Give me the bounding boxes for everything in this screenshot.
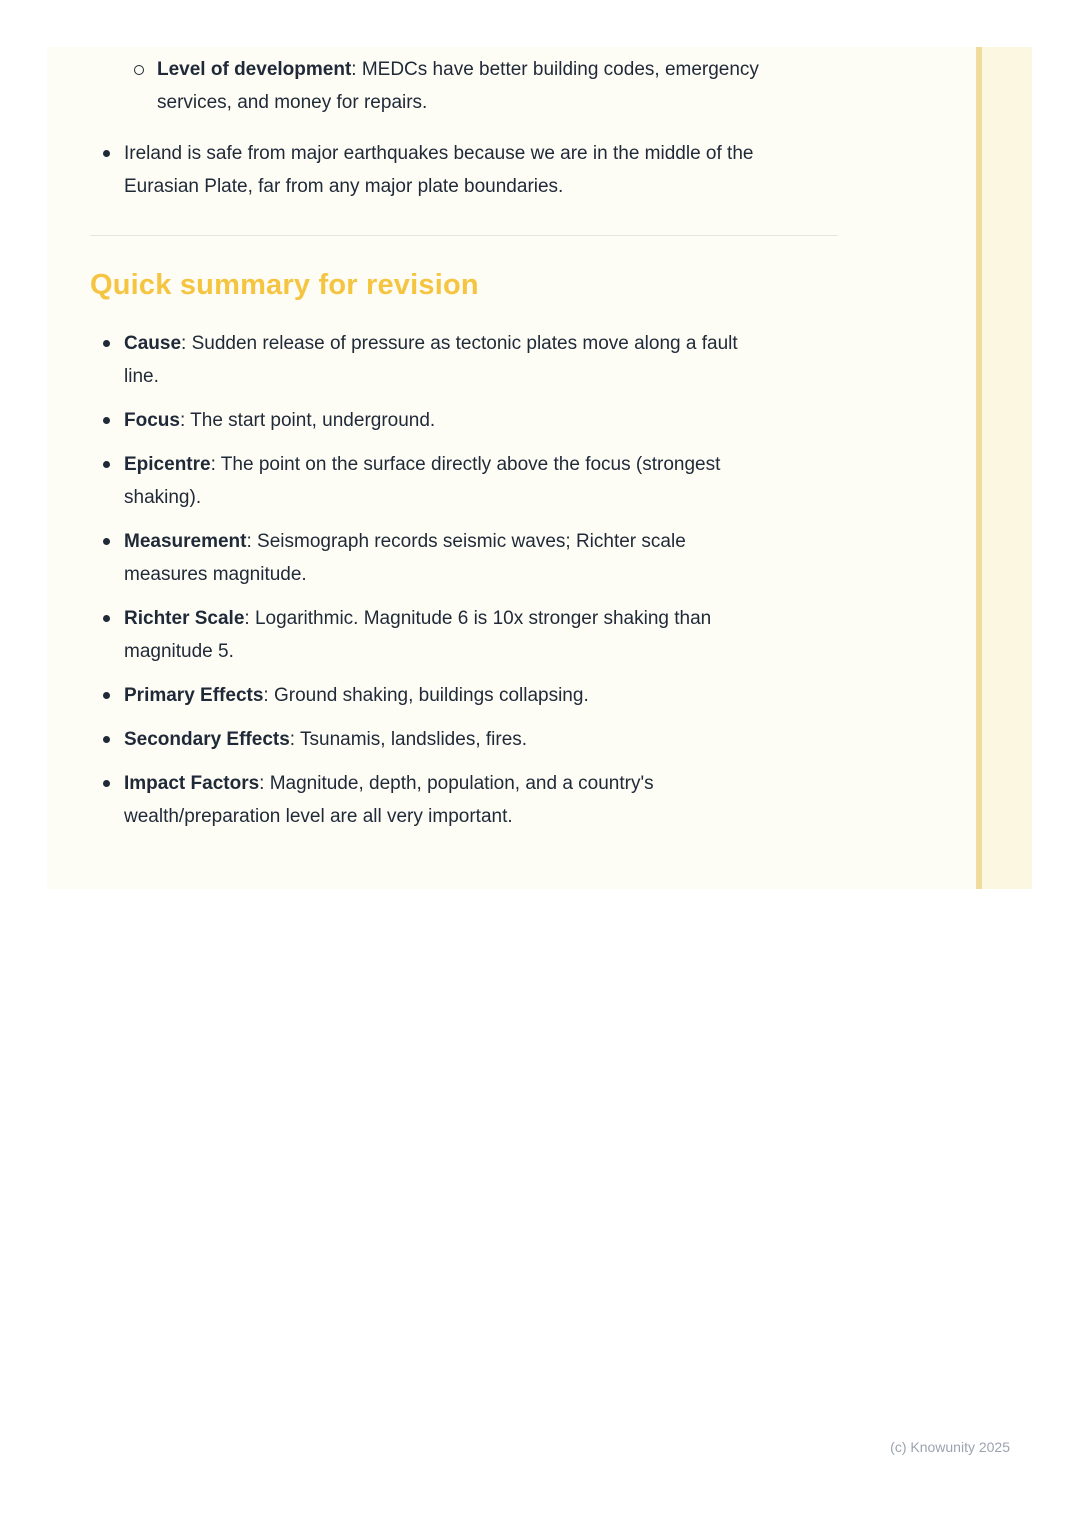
term-label: Measurement xyxy=(124,531,247,552)
item-text: : Magnitude, depth, population, and a country's wealth/preparation level are all very important. xyxy=(124,773,654,827)
term-label: Richter Scale xyxy=(124,608,245,629)
item-text: : Ground shaking, buildings collapsing. xyxy=(263,685,589,706)
summary-list xyxy=(90,327,850,833)
content-card xyxy=(47,47,976,889)
item-text: : MEDCs have better building codes, emergency services, and money for repairs. xyxy=(157,59,759,113)
development-sublist xyxy=(90,53,850,119)
list-item xyxy=(124,602,850,668)
list-item xyxy=(124,404,850,437)
list-item xyxy=(124,448,850,514)
copyright-note: (c) Knowunity 2025 xyxy=(890,1439,1010,1455)
term-label: Epicentre xyxy=(124,454,211,475)
term-label: Level of development xyxy=(157,59,352,80)
item-text: : Seismograph records seismic waves; Richter scale measures magnitude. xyxy=(124,531,686,585)
term-label: Cause xyxy=(124,333,182,354)
accent-band xyxy=(982,47,1032,889)
intro-list xyxy=(90,137,850,203)
list-item xyxy=(124,679,850,712)
list-item xyxy=(124,767,850,833)
list-item xyxy=(124,137,850,203)
item-text: : Sudden release of pressure as tectonic plates move along a fault line. xyxy=(124,333,738,387)
list-item xyxy=(124,723,850,756)
summary-heading: Quick summary for revision xyxy=(90,269,479,301)
section-divider xyxy=(90,235,838,236)
term-label: Primary Effects xyxy=(124,685,264,706)
item-text: : Logarithmic. Magnitude 6 is 10x stronger shaking than magnitude 5. xyxy=(124,608,712,662)
item-text: : The start point, underground. xyxy=(179,410,436,431)
term-label: Focus xyxy=(124,410,180,431)
term-label: Impact Factors xyxy=(124,773,260,794)
item-text: : Tsunamis, landslides, fires. xyxy=(289,729,528,750)
item-text: Ireland is safe from major earthquakes because we are in the middle of the Eurasian Plate, far from any major plate boundaries. xyxy=(124,143,754,197)
list-item xyxy=(157,53,850,119)
term-label: Secondary Effects xyxy=(124,729,290,750)
list-item xyxy=(124,525,850,591)
list-item xyxy=(124,327,850,393)
item-text: : The point on the surface directly above the focus (strongest shaking). xyxy=(124,454,721,508)
